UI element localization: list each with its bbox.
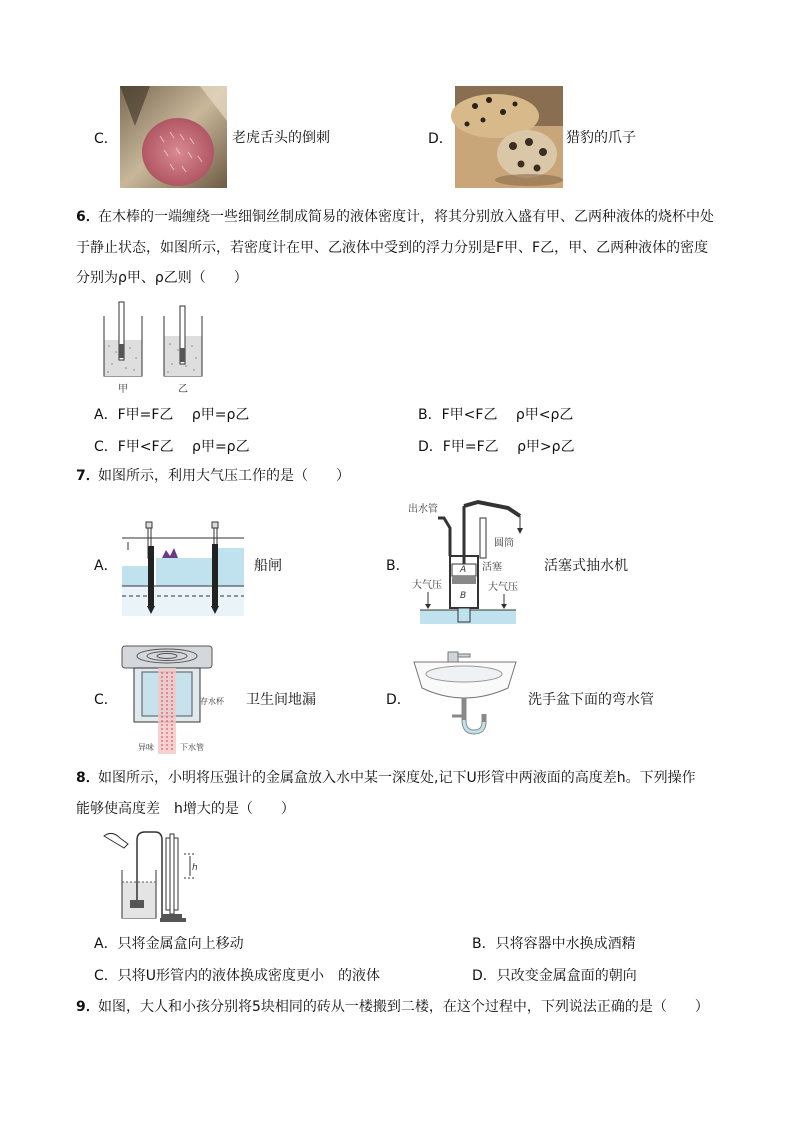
option-letter-c: C． xyxy=(94,692,118,708)
label-a: A xyxy=(460,565,467,575)
label-piston: 活塞 xyxy=(482,562,502,573)
option-letter-c: C． xyxy=(94,131,118,147)
label-b: B xyxy=(460,591,467,601)
question-6-option-a: A．F甲=F乙 ρ甲=ρ乙 xyxy=(94,407,250,423)
sink-trap-figure xyxy=(412,650,518,750)
option-a-text: 船闸 xyxy=(254,558,282,574)
question-6-option-b: B．F甲<F乙 ρ甲<ρ乙 xyxy=(418,407,574,423)
question-6-option-c: C．F甲<F乙 ρ甲=ρ乙 xyxy=(94,439,250,455)
question-6-option-d: D．F甲=F乙 ρ甲>ρ乙 xyxy=(418,439,575,455)
question-8-option-a: A．只将金属盒向上移动 xyxy=(94,936,244,952)
pressure-gauge-figure xyxy=(100,830,196,924)
ship-lock-figure xyxy=(122,508,244,616)
option-b-text: 活塞式抽水机 xyxy=(544,558,628,574)
densimeter-figure xyxy=(100,300,210,395)
question-8-text-line1: 如图所示，小明将压强计的金属盒放入水中某一深度处,记下U形管中两液面的高度差h。下列操作 xyxy=(98,770,696,786)
question-number: 9． xyxy=(76,999,100,1015)
question-6-text-line1: 在木棒的一端缠绕一些细铜丝制成简易的液体密度计，将其分别放入盛有甲、乙两种液体的烧杯中处 xyxy=(98,209,714,225)
option-letter-d: D． xyxy=(386,692,411,708)
option-letter-d: D． xyxy=(428,131,453,147)
label-atm-left: 大气压 xyxy=(412,580,442,591)
question-number: 6． xyxy=(76,209,100,225)
cheetah-paw-photo xyxy=(455,86,563,188)
label-cylinder: 圆筒 xyxy=(494,538,514,549)
label-jia: 甲 xyxy=(118,384,128,395)
label-h: h xyxy=(192,863,198,873)
question-8-option-d: D．只改变金属盒面的朝向 xyxy=(472,968,637,984)
question-number: 8． xyxy=(76,770,100,786)
floor-drain-figure xyxy=(120,642,240,754)
question-8-text-line2: 能够使高度差 h增大的是（ ） xyxy=(76,801,295,817)
tiger-tongue-photo xyxy=(120,86,227,188)
option-d-text: 猎豹的爪子 xyxy=(566,130,636,146)
label-outlet: 出水管 xyxy=(408,504,438,515)
label-smell: 异味 xyxy=(138,743,154,752)
question-6-text-line2: 于静止状态，如图所示，若密度计在甲、乙液体中受到的浮力分别是F甲、F乙，甲、乙两种液体的密度 xyxy=(76,240,709,256)
question-8-option-c: C．只将U形管内的液体换成密度更小 的液体 xyxy=(94,968,381,984)
label-yi: 乙 xyxy=(178,384,188,395)
label-atm-right: 大气压 xyxy=(488,582,518,593)
piston-pump-figure xyxy=(408,498,536,628)
question-7-text: 如图所示，利用大气压工作的是（ ） xyxy=(98,468,350,484)
label-drain-pipe: 下水管 xyxy=(180,743,204,752)
option-d-text: 洗手盆下面的弯水管 xyxy=(528,692,654,708)
question-9-text: 如图，大人和小孩分别将5块相同的砖从一楼搬到二楼，在这个过程中，下列说法正确的是（ ） xyxy=(98,999,709,1015)
option-letter-a: A． xyxy=(94,558,118,574)
question-6-text-line3: 分别为ρ甲、ρ乙则（ ） xyxy=(76,270,248,286)
option-letter-b: B． xyxy=(386,558,410,574)
question-number: 7． xyxy=(76,468,100,484)
question-8-option-b: B．只将容器中水换成酒精 xyxy=(472,936,636,952)
option-c-text: 老虎舌头的倒刺 xyxy=(232,130,330,146)
label-cup: 存水杯 xyxy=(200,697,224,706)
option-c-text: 卫生间地漏 xyxy=(246,692,316,708)
